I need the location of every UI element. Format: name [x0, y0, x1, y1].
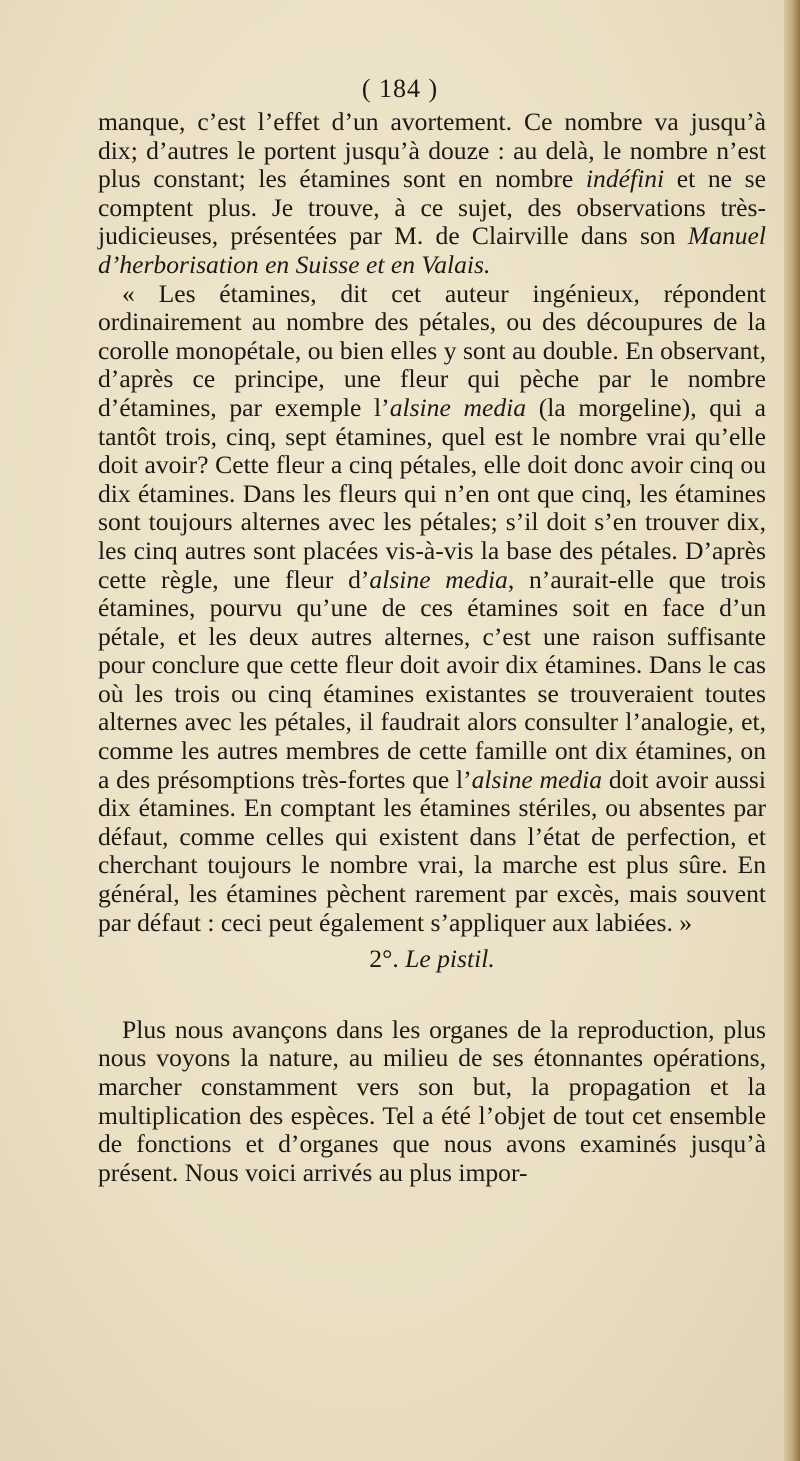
body-text — [98, 108, 766, 1187]
section-heading — [98, 945, 766, 974]
paragraph-1-part-2: et ne se comptent plus. Je trouve, à ce sujet, des observations très-judicieuses, présentées par M. de Clairville dans son — [98, 164, 766, 251]
species-name-1: alsine media — [389, 392, 527, 422]
species-name-2: alsine media — [369, 564, 508, 594]
section-number: 2°. — [369, 944, 406, 974]
quotation-paragraph — [98, 280, 766, 938]
species-name-3: alsine media — [471, 764, 603, 794]
book-title: Manuel d’herborisation en Suisse et en Valais. — [98, 221, 766, 279]
paragraph-1-part-1: manque, c’est l’effet d’un avortement. Ce nombre va jusqu’à dix; d’autres le portent jusqu’à douze : au delà, le nombre n’est plus constant; les étamines sont en nombre — [98, 107, 766, 194]
paragraph-pistil: Plus nous avançons dans les organes de la reproduction, plus nous voyons la nature, au milieu de ses étonnantes opérations, marcher constamment vers son but, la propagation et la multiplication des espèces. Tel a été l’objet de tout cet ensemble de fonctions et d’organes que nous avons examinés jusqu’à présent. Nous voici arrivés au plus impor- — [98, 1014, 766, 1187]
paragraph-continuation — [98, 108, 766, 280]
quote-part-d: doit avoir aussi dix étamines. En comptant les étamines stériles, ou absentes par défaut, comme celles qui existent dans l’état de perfection, et cherchant toujours le nombre vrai, la marche est plus sûre. En général, les étamines pèchent rarement par excès, mais souvent par défaut : ceci peut également s’appliquer aux labiées. » — [98, 764, 766, 937]
page-number: ( 184 ) — [361, 74, 439, 103]
quote-part-c: , n’aurait-elle que trois étamines, pourvu qu’une de ces étamines soit en face d’un pétale, et les deux autres alternes, c’est une raison suffisante pour conclure que cette fleur doit avoir dix étamines. Dans le cas où les trois ou cinq étamines existantes se trouveraient toutes alternes avec les pétales, il faudrait alors consulter l’analogie, et, comme les autres membres de cette famille ont dix étamines, on a des présomptions très-fortes que l’ — [98, 564, 766, 794]
quote-part-b: (la morgeline), qui a tantôt trois, cinq, sept étamines, quel est le nombre vrai qu’elle doit avoir? Cette fleur a cinq pétales, elle doit donc avoir cinq ou dix étamines. Dans les fleurs qui n’en ont que cinq, les étamines sont toujours alternes avec les pétales; s’il doit s’en trouver dix, les cinq autres sont placées vis-à-vis la base des pétales. D’après cette règle, une fleur d’ — [98, 392, 766, 594]
section-title: Le pistil. — [405, 944, 495, 974]
page-edge — [784, 0, 800, 1461]
paragraph-1-italic-1: indéfini — [585, 164, 665, 194]
quote-part-a: « Les étamines, dit cet auteur ingénieux, répondent ordinairement au nombre des pétales, ou des découpures de la corolle monopétale, ou bien elles y sont au double. En observant, d’après ce principe, une fleur qui pèche par le nombre d’étamines, par exemple l’ — [98, 278, 766, 422]
